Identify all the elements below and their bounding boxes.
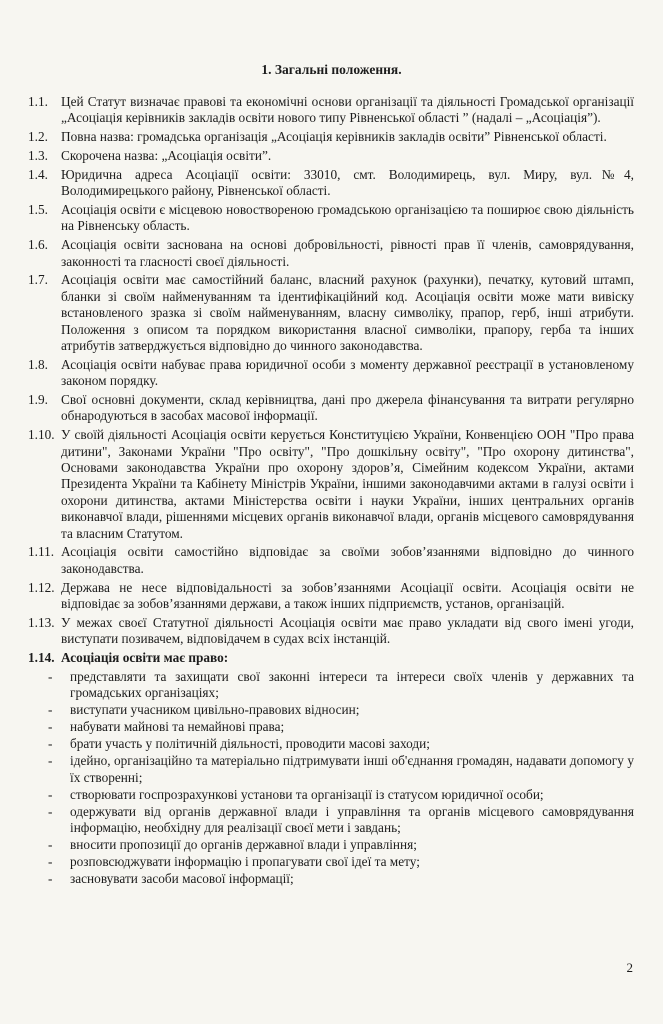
clause-number: 1.8. — [28, 356, 48, 372]
clause-text: У межах своєї Статутної діяльності Асоціація освіти має право укладати від свого імені угоди, виступати позивачем, відповідачем в судах всіх інстанцій. — [61, 614, 634, 647]
clause-text: Юридична адреса Асоціації освіти: 33010, смт. Володимирець, вул. Миру, вул.№4, Володимирецького району, Рівненської області. — [61, 166, 634, 199]
clause-text: Цей Статут визначає правові та економічні основи організації та діяльності Громадської організації „Асоціація керівників закладів освіти нового типу Рівненської області ” (надалі – „Асоціація”). — [61, 94, 634, 126]
clause-number: 1.6. — [28, 237, 48, 253]
bullet-dash: - — [48, 871, 53, 887]
clause-text: Асоціація освіти має самостійний баланс, власний рахунок (рахунки), печатку, кутовий штамп, бланки зі своїм найменуванням та ідентифікаційний код. Асоціація освіти може мати вивіску встановленого зразка зі своїм найменуванням, власну символіку, прапор, герб, інші атрибути. Положення з описом та порядком використання власної символіки, прапору, герба та інших атрибутів затверджується відповідно до чинного законодавства. — [61, 272, 634, 354]
list-item-text: розповсюджувати інформацію і пропагувати свої ідеї та мету; — [70, 854, 420, 870]
clause-text: Асоціація освіти набуває права юридичної особи з моменту державної реєстрації в установленому законом порядку. — [61, 356, 634, 389]
list-item-text: брати участь у політичній діяльності, проводити масові заходи; — [70, 736, 430, 752]
list-item-text: набувати майнові та немайнові права; — [70, 719, 285, 735]
clause-number: 1.4. — [28, 166, 48, 182]
list-item — [28, 669, 634, 702]
clause-number: 1.13. — [28, 614, 55, 630]
list-item — [28, 871, 634, 887]
bullet-dash: - — [48, 702, 53, 718]
clause-text: Асоціація освіти є місцевою новоствореною громадською організацією та поширює свою діяльність на Рівненську область. — [61, 202, 634, 234]
clause-item — [28, 357, 634, 390]
clause-list — [28, 94, 634, 648]
list-item — [28, 837, 634, 853]
list-item — [28, 787, 634, 803]
rights-list — [28, 669, 634, 888]
bullet-dash: - — [48, 753, 53, 769]
section-body — [28, 94, 634, 888]
clause-item — [28, 94, 634, 127]
bullet-dash: - — [48, 803, 53, 819]
list-item — [28, 702, 634, 718]
clause-item — [28, 544, 634, 577]
clause-item — [28, 167, 634, 200]
bullet-dash: - — [48, 719, 53, 735]
clause-number: 1.3. — [28, 148, 48, 163]
clause-item — [28, 615, 634, 648]
list-item-text: виступати учасником цивільно-правових відносин; — [70, 702, 360, 718]
clause-item — [28, 202, 634, 235]
list-item-text: представляти та захищати свої законні інтереси та інтереси своїх членів у державних та громадських організаціях; — [70, 668, 634, 701]
clause-item — [28, 580, 634, 613]
clause-number: 1.5. — [28, 202, 48, 217]
clause-number: 1.7. — [28, 272, 48, 288]
bullet-dash: - — [48, 668, 53, 684]
list-item — [28, 804, 634, 837]
clause-item — [28, 129, 634, 145]
clause-number: 1.2. — [28, 129, 48, 145]
clause-text: Держава не несе відповідальності за зобов’язаннями Асоціації освіти. Асоціація освіти не відповідає за зобов’язаннями держави, а також інших підприємств, установ, організацій. — [61, 579, 634, 612]
clause-item — [28, 148, 634, 164]
clause-rights-heading — [28, 650, 634, 666]
clause-item — [28, 392, 634, 425]
list-item — [28, 753, 634, 786]
clause-text: Асоціація освіти самостійно відповідає за своїми зобов’язаннями відповідно до чинного законодавства. — [61, 544, 634, 576]
clause-number: 1.1. — [28, 94, 48, 109]
list-item — [28, 719, 634, 735]
bullet-dash: - — [48, 786, 53, 802]
page-number: 2 — [626, 960, 633, 975]
section-title: 1. Загальні положення. — [261, 62, 402, 77]
clause-text: Повна назва: громадська організація „Асоціація керівників закладів освіти” Рівненської області. — [61, 129, 607, 145]
clause-number: 1.12. — [28, 579, 55, 595]
list-item-text: одержувати від органів державної влади і управління та органів місцевого самоврядування інформацію, необхідну для реалізації своєї мети і завдань; — [70, 803, 634, 836]
clause-text: Свої основні документи, склад керівництва, дані про джерела фінансування та витрати регулярно обнародуються в засобах масової інформації. — [61, 392, 634, 424]
clause-number: 1.11. — [28, 544, 55, 560]
clause-item — [28, 237, 634, 270]
clause-text: Скорочена назва: „Асоціація освіти”. — [61, 148, 272, 163]
clause-item — [28, 427, 634, 542]
clause-text: У своїй діяльності Асоціація освіти керується Конституцією України, Конвенцією ООН "Про права дитини", Законами України "Про освіту", "Про дошкільну освіту", "Про охорону дитинства", Основами законодавства України про охорону здоров’я, Сімейним кодексом України, актами Президента України та Кабінету Міністрів України, іншими законодавчими актами в галузі освіти і охорони дитинства, актами Міністерства освіти і науки України, інших центральних органів виконавчої влади, рішеннями місцевих органів виконавчої влади, органів місцевого самоврядування та власним Статутом. — [61, 427, 634, 541]
list-item-text: засновувати засоби масової інформації; — [70, 871, 294, 887]
bullet-dash: - — [48, 854, 53, 870]
clause-text: Асоціація освіти заснована на основі добровільності, рівності прав її членів, самоврядування, законності та гласності своєї діяльності. — [61, 237, 634, 269]
clause-item — [28, 272, 634, 354]
bullet-dash: - — [48, 736, 53, 752]
list-item-text: вносити пропозиції до органів державної влади і управління; — [70, 837, 417, 853]
clause-number: 1.9. — [28, 392, 48, 408]
list-item — [28, 854, 634, 870]
clause-number: 1.10. — [28, 427, 55, 443]
clause-number: 1.14. — [28, 650, 55, 666]
list-item-text: ідейно, організаційно та матеріально підтримувати інші об'єднання громадян, надавати допомогу у їх створенні; — [70, 753, 634, 785]
list-item — [28, 736, 634, 752]
list-item-text: створювати госпрозрахункові установи та організації із статусом юридичної особи; — [70, 786, 544, 802]
clause-text: Асоціація освіти має право: — [61, 650, 229, 666]
bullet-dash: - — [48, 837, 53, 853]
